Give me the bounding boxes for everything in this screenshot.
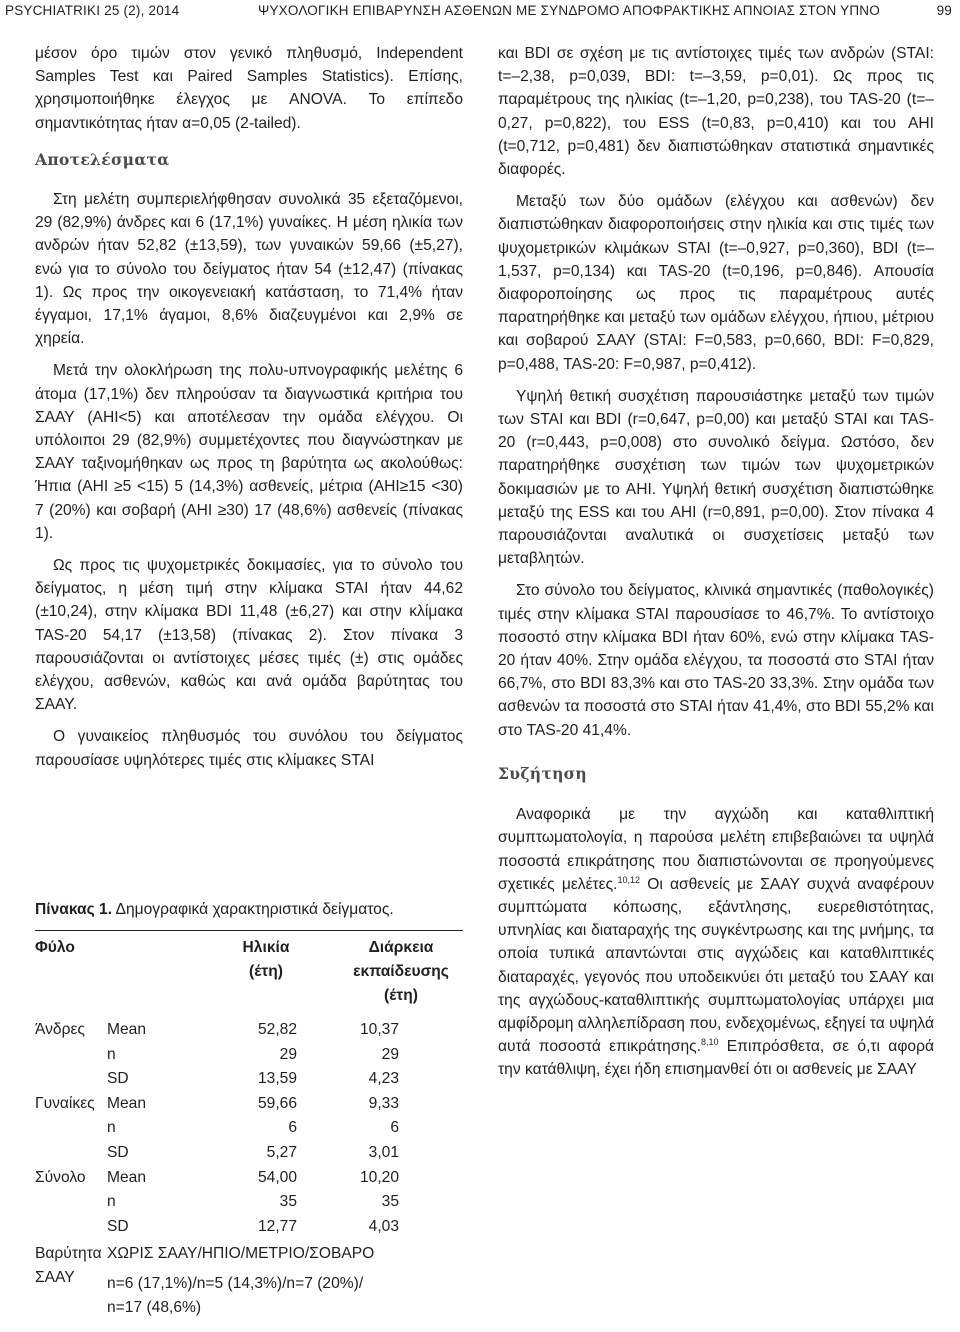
row-stat: n [107,1119,116,1137]
results-heading: Αποτελέσματα [35,149,170,169]
paragraph-discussion-1: Αναφορικά με την αγχώδη και καταθλιπτική συμπτωματολογία, η παρούσα μελέτη επιβεβαιώνει τα υψηλά ποσοστά επικράτησης που διαπιστώνονται σε προηγούμενες σχετικές μελέτες.$^{10,12}$ Οι ασθενείς με ΣΑΑΥ συχνά αναφέρουν συμπτώματα κόπωσης, εξάντλησης, ευερεθιστότητας, υπνηλίας και διαταραχής της συγκέντρωσης και της μνήμης, τα οποία τυπικά απαντώνται στις αγχώδεις και καταθλιπτικές διαταραχές, γεγονός που υποδεικνύει ότι μεταξύ του ΣΑΑΥ και της αγχώδους-καταθλιπτικής συμπτωματολογίας υπάρχει μια αμφίδρομη αλληλεπίδραση που, ενδεχομένως, εξηγεί τα υψηλά αυτά ποσοστά επικράτησης.$^{8,10}$ Επιπρόσθετα, σε ό,τι αφορά την κατάθλιψη, έχει ήδη επισημανθεί ότι οι ασθενείς με ΣΑΑΥ [498,806,934,1079]
row-group: Σύνολο [35,1168,86,1186]
paragraph-results-4: Ο γυναικείος πληθυσμός του συνόλου του δείγματος παρουσίασε υψηλότερες τιμές στις κλίμακες STAI [35,728,463,769]
header-age: Ηλικία (έτη) [242,939,290,980]
paragraph-right-2: Υψηλή θετική συσχέτιση παρουσιάστηκε μεταξύ των τιμών των STAI και BDI (r=0,647, p=0,00) και μεταξύ STAI και TAS-20 (r=0,443, p=0,008) στο συνολικό δείγμα. Ωστόσο, δεν παρατηρήθηκε συσχέτιση των τιμών των ψυχομετρικών δοκιμασιών με το AHI. Υψηλή θετική συσχέτιση διαπιστώθηκε μεταξύ της ESS και του AHI (r=0,891, p=0,00). Στον πίνακα 4 παρουσιάζονται αναλυτικά οι συσχετίσεις μεταξύ των μεταβλητών. [498,387,934,568]
row-group: Άνδρες [35,1021,85,1038]
row-stat: n [107,1193,116,1211]
table-top-rule [35,930,463,931]
page-number: 99 [936,3,952,18]
row-edu-value: 9,33 [368,1094,399,1112]
citation-ref: 10,12 [617,874,641,885]
paragraph-methods-end: μέσον όρο τιμών στον γενικό πληθυσμό, Independent Samples Test και Paired Samples Statistics). Επίσης, χρησιμοποιήθηκε έλεγχος με ANOVA. Το επίπεδο σημαντικότητας ήταν α=0,05 (2-tailed). [35,45,463,132]
row-age-value: 12,77 [257,1217,297,1235]
row-stat: SD [107,1217,129,1235]
row-edu-value: 3,01 [368,1144,399,1161]
row-age-value: 5,27 [266,1144,297,1161]
right-column [498,42,934,1082]
left-column [35,42,463,772]
paragraph-right-1: Μεταξύ των δύο ομάδων (ελέγχου και ασθενών) δεν διαπιστώθηκαν διαφοροποιήσεις στην ηλικία και στις τιμές των ψυχομετρικών κλιμάκων STAI (t=–0,927, p=0,360), BDI (t=–1,537, p=0,134) και TAS-20 (t=0,196, p=0,846). Απουσία διαφοροποίησης ως προς τις παραμέτρους αυτές παρατηρήθηκε και μεταξύ των ομάδων ελέγχου, ήπιου, μέτριου και σοβαρού ΣΑΑΥ (STAI: F=0,583, p=0,660, BDI: F=0,829, p=0,488, TAS-20: F=0,987, p=0,412). [498,193,934,373]
header-sex: Φύλο [35,939,75,956]
running-title: ΨΥΧΟΛΟΓΙΚΗ ΕΠΙΒΑΡΥΝΣΗ ΑΣΘΕΝΩΝ ΜΕ ΣΥΝΔΡΟΜΟ ΑΠΟΦΡΑΚΤΙΚΗΣ ΑΠΝΟΙΑΣ ΣΤΟΝ ΥΠΝΟ [258,3,880,18]
citation-ref: 8,10 [700,1036,719,1047]
paragraph-results-1: Στη μελέτη συμπεριελήφθησαν συνολικά 35 εξεταζόμενοι, 29 (82,9%) άνδρες και 6 (17,1%) γυναίκες. Η μέση ηλικία των ανδρών ήταν 52,82 (±13,59), των γυναικών 59,66 (±5,27), ενώ για το σύνολο του δείγματος ήταν 54 (±12,47) (πίνακας 1). Ως προς την οικογενειακή κατάσταση, το 71,4% ήταν έγγαμοι, 17,1% άγαμοι, 8,6% διαζευγμένοι και 2,9% σε χηρεία. [35,191,463,348]
paragraph-results-3: Ως προς τις ψυχομετρικές δοκιμασίες, για το σύνολο του δείγματος, η μέση τιμή στην κλίμακα STAI ήταν 44,62 (±10,24), στην κλίμακα BDI 11,48 (±6,27) και στην κλίμακα TAS-20 54,17 (±13,58) (πίνακας 2). Στον πίνακα 3 παρουσιάζονται οι αντίστοιχες μέσες τιμές (±) στις ομάδες ελέγχου, ασθενών, καθώς και ανά ομάδα βαρύτητας του ΣΑΑΥ. [35,557,463,714]
row-edu-value: 4,23 [368,1070,399,1088]
row-edu-value: 6 [390,1119,399,1137]
table-caption [35,901,394,919]
row-group: Γυναίκες [35,1094,95,1112]
row-edu-value: 35 [381,1193,399,1211]
table-caption-text: Δημογραφικά χαρακτηριστικά δείγματος. [112,901,394,918]
header-education: Διάρκεια εκπαίδευσης (έτη) [353,939,449,1004]
discussion-heading: Συζήτηση [498,763,587,783]
row-stat: Mean [107,1094,147,1112]
row-edu-value: 29 [381,1045,399,1063]
paragraph-right-3: Στο σύνολο του δείγματος, κλινικά σημαντικές (παθολογικές) τιμές στην κλίμακα STAI παρουσίασε το 46,7%. Το αντίστοιχο ποσοστό στην κλίμακα BDI ήταν 60%, ενώ στην κλίμακα TAS-20 ήταν 40%. Στην ομάδα ελέγχου, τα ποσοστά στο STAI ήταν 66,7%, στο BDI 83,3% και στο TAS-20 33,3%. Στην ομάδα των ασθενών τα ποσοστά στο STAI ήταν 41,4%, στο BDI 55,2% και στο TAS-20 41,4%. [498,582,934,739]
row-age-value: 6 [288,1119,297,1137]
row-age-value: 54,00 [257,1168,297,1186]
row-edu-value: 10,37 [359,1021,399,1038]
table-label: Πίνακας 1. [35,901,113,918]
row-stat: SD [107,1144,129,1161]
row-stat: Mean [107,1168,147,1186]
row-age-value: 52,82 [257,1021,297,1038]
paragraph-results-2: Μετά την ολοκλήρωση της πολυ-υπνογραφικής μελέτης 6 άτομα (17,1%) δεν πληρούσαν τα διαγνωστικά κριτήρια του ΣΑΑΥ (AHI<5) και αποτέλεσαν την ομάδα ελέγχου. Οι υπόλοιποι 29 (82,9%) συμμετέχοντες που διαγνώστηκαν με ΣΑΑΥ ταξινομήθηκαν ως προς τη βαρύτητα ως ακολούθως: Ήπια (AHI ≥5 <15) 5 (14,3%) ασθενείς, μέτρια (AHI≥15 <30) 7 (20%) και σοβαρή (AHI ≥30) 17 (48,6%) ασθενείς (πίνακας 1). [35,362,463,542]
row-stat: SD [107,1070,129,1088]
row-age-value: 59,66 [257,1094,297,1112]
page-header [0,0,960,24]
severity-counts: n=6 (17,1%)/n=5 (14,3%)/n=7 (20%)/ n=17 (48,6%) [107,1275,364,1316]
row-age-value: 35 [279,1193,297,1211]
paragraph-right-0: και BDI σε σχέση με τις αντίστοιχες τιμές των ανδρών (STAI: t=–2,38, p=0,039, BDI: t=–3,59, p=0,01). Ως προς τις παραμέτρους της ηλικίας (t=–1,20, p=0,238), του TAS-20 (t=–0,27, p=0,822), του ESS (t=0,83, p=0,410) και του AHI (t=0,712, p=0,481) δεν διαπιστώθηκαν στατιστικά σημαντικές διαφορές. [498,45,934,179]
row-stat: n [107,1045,116,1063]
severity-label: Βαρύτητα ΣΑΑΥ [35,1245,102,1286]
journal-citation: PSYCHIATRIKI 25 (2), 2014 [5,3,180,18]
row-edu-value: 10,20 [359,1168,399,1186]
row-age-value: 13,59 [257,1070,297,1088]
row-edu-value: 4,03 [368,1217,399,1235]
row-stat: Mean [107,1021,147,1038]
row-age-value: 29 [279,1045,297,1063]
severity-categories: ΧΩΡΙΣ ΣΑΑΥ/ΗΠΙΟ/ΜΕΤΡΙΟ/ΣΟΒΑΡΟ [107,1245,375,1262]
